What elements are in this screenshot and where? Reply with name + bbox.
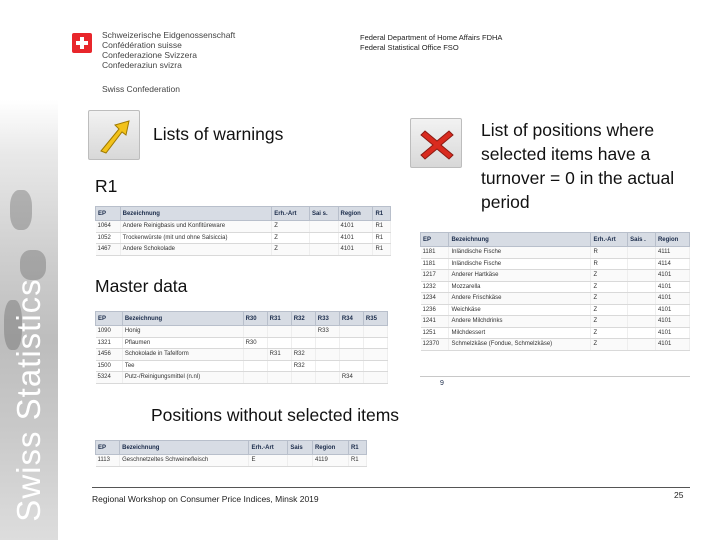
table-cell (363, 349, 387, 361)
table-cell: Andere Schokolade (120, 244, 272, 256)
table-cell: R32 (291, 360, 315, 372)
table-row (421, 327, 690, 339)
table-cell: Pflaumen (122, 337, 243, 349)
column-header: Bezeichnung (120, 207, 272, 221)
table-cell: Weichkäse (449, 304, 591, 316)
column-header: R1 (348, 441, 366, 455)
table-cell: 1181 (421, 247, 449, 259)
column-header: EP (96, 312, 123, 326)
table-cell: 1234 (421, 293, 449, 305)
column-header: Region (312, 441, 348, 455)
photo-figure (10, 190, 32, 230)
table-cell: 12370 (421, 339, 449, 351)
department-name: Federal Department of Home Affairs FDHA (360, 33, 503, 42)
table-cell (291, 326, 315, 338)
table-cell: R32 (291, 349, 315, 361)
table-cell: 4119 (312, 455, 348, 467)
table-cell (315, 337, 339, 349)
table-cell: Inländische Fische (449, 258, 591, 270)
table-cell: 1113 (96, 455, 120, 467)
table-cell (628, 316, 656, 328)
table-cell: 1321 (96, 337, 123, 349)
table-cell: Z (591, 304, 628, 316)
table-cell: 1241 (421, 316, 449, 328)
table-cell (288, 455, 313, 467)
table-cell: R31 (267, 349, 291, 361)
column-header: EP (96, 441, 120, 455)
table-cell: Schokolade in Tafelform (122, 349, 243, 361)
master-data-heading: Master data (95, 276, 188, 296)
table-cell: Schmelzkäse (Fondue, Schmelzkäse) (449, 339, 591, 351)
table-cell: 4101 (655, 327, 689, 339)
table-cell (363, 337, 387, 349)
confederation-line: Confederaziun svizra (102, 60, 182, 70)
table-cell (267, 360, 291, 372)
column-header: EP (421, 233, 449, 247)
table-row (96, 372, 388, 384)
table-row (421, 270, 690, 282)
table-cell: Z (591, 270, 628, 282)
table-cell (339, 360, 363, 372)
column-header: R33 (315, 312, 339, 326)
table-cell (339, 337, 363, 349)
table-cell (243, 360, 267, 372)
footer-divider (92, 487, 690, 488)
table-cell: 4101 (655, 316, 689, 328)
table-cell (628, 281, 656, 293)
table-cell: Andere Frischkäse (449, 293, 591, 305)
table-cell: 1217 (421, 270, 449, 282)
table-cell: E (249, 455, 288, 467)
table-row (96, 349, 388, 361)
column-header: R31 (267, 312, 291, 326)
table-cell: Z (591, 293, 628, 305)
table-cell (363, 360, 387, 372)
table-cell: R1 (373, 244, 391, 256)
positions-without-table (95, 440, 367, 467)
table-cell: Z (591, 281, 628, 293)
table-cell (628, 270, 656, 282)
table-cell (267, 326, 291, 338)
turnover-table (420, 232, 690, 351)
table-cell: R33 (315, 326, 339, 338)
table-cell: Putz-/Reinigungsmittel (n.nl) (122, 372, 243, 384)
table-cell: R1 (373, 232, 391, 244)
table-cell: 1500 (96, 360, 123, 372)
table-cell: 4101 (338, 221, 373, 233)
table-row (421, 293, 690, 305)
column-header: Bezeichnung (122, 312, 243, 326)
column-header: R32 (291, 312, 315, 326)
table-cell (315, 372, 339, 384)
column-header: Bezeichnung (120, 441, 249, 455)
table-row (96, 326, 388, 338)
office-name: Federal Statistical Office FSO (360, 43, 459, 52)
table-cell: 4111 (655, 247, 689, 259)
column-header: R1 (373, 207, 391, 221)
table-row (96, 221, 391, 233)
confederation-line: Schweizerische Eidgenossenschaft (102, 30, 236, 40)
column-header: Erh.-Art (249, 441, 288, 455)
table-row (421, 316, 690, 328)
table-cell: 4101 (655, 339, 689, 351)
table-cell: 1236 (421, 304, 449, 316)
table-cell: Milchdessert (449, 327, 591, 339)
positions-without-heading: Positions without selected items (151, 405, 400, 425)
column-header: EP (96, 207, 121, 221)
table-cell (339, 349, 363, 361)
table-cell: 4114 (655, 258, 689, 270)
table-cell (243, 372, 267, 384)
table-row (96, 337, 388, 349)
table-cell: Geschnetzeltes Schweinefleisch (120, 455, 249, 467)
table-row (96, 232, 391, 244)
table-cell (291, 337, 315, 349)
warning-arrow-icon (88, 110, 140, 160)
column-header: Region (655, 233, 689, 247)
table-cell: 1052 (96, 232, 121, 244)
table-cell (243, 349, 267, 361)
table-row (96, 244, 391, 256)
error-x-icon (410, 118, 462, 168)
table-cell: Z (591, 316, 628, 328)
column-header: Erh.-Art (272, 207, 310, 221)
photo-figure (20, 250, 46, 280)
table-row (421, 281, 690, 293)
table-cell: Z (272, 232, 310, 244)
table-cell (628, 293, 656, 305)
table-cell: 4101 (338, 232, 373, 244)
r1-heading: R1 (95, 176, 118, 196)
table-cell (291, 372, 315, 384)
table-cell: R30 (243, 337, 267, 349)
table-cell: 1467 (96, 244, 121, 256)
table-cell: R1 (348, 455, 366, 467)
table-row (96, 360, 388, 372)
table-cell: 1090 (96, 326, 123, 338)
table-cell: 1251 (421, 327, 449, 339)
table-cell: Trockenwürste (mit und ohne Salsiccia) (120, 232, 272, 244)
swiss-flag-icon (72, 33, 92, 53)
vertical-title-text: Swiss Statistics (10, 278, 47, 522)
confederation-line: Confederazione Svizzera (102, 50, 197, 60)
master-data-table (95, 311, 388, 384)
table-row (421, 304, 690, 316)
column-header: R35 (363, 312, 387, 326)
column-header: Sais (288, 441, 313, 455)
column-header: Sais . (628, 233, 656, 247)
table-cell: Z (272, 244, 310, 256)
table-cell: R34 (339, 372, 363, 384)
table-cell: 4101 (655, 270, 689, 282)
table-cell (628, 327, 656, 339)
table-cell: R1 (373, 221, 391, 233)
table-cell: R (591, 258, 628, 270)
lists-of-warnings-heading: Lists of warnings (153, 124, 284, 144)
table-cell: 4101 (655, 293, 689, 305)
footer-text: Regional Workshop on Consumer Price Indices, Minsk 2019 (92, 494, 319, 504)
row-count: 9 (420, 376, 690, 390)
table-cell: 1456 (96, 349, 123, 361)
table-cell: Anderer Hartkäse (449, 270, 591, 282)
table-cell: Inländische Fische (449, 247, 591, 259)
table-cell: R (591, 247, 628, 259)
swiss-confederation: Swiss Confederation (102, 84, 180, 94)
table-cell: Tee (122, 360, 243, 372)
department-block (360, 33, 502, 53)
table-cell: 4101 (338, 244, 373, 256)
table-cell: 5324 (96, 372, 123, 384)
table-cell: Z (591, 327, 628, 339)
column-header: Erh.-Art (591, 233, 628, 247)
table-cell: 4101 (655, 281, 689, 293)
table-cell (243, 326, 267, 338)
table-row (421, 247, 690, 259)
table-row (96, 455, 367, 467)
table-cell (363, 372, 387, 384)
column-header: Sai s. (309, 207, 338, 221)
table-cell: Andere Milchdrinks (449, 316, 591, 328)
table-cell (628, 247, 656, 259)
table-cell (309, 232, 338, 244)
table-cell (628, 304, 656, 316)
table-cell (363, 326, 387, 338)
table-row (421, 339, 690, 351)
column-header: Region (338, 207, 373, 221)
table-cell (309, 244, 338, 256)
table-cell: 4101 (655, 304, 689, 316)
column-header: R34 (339, 312, 363, 326)
table-cell: 1181 (421, 258, 449, 270)
table-cell: Honig (122, 326, 243, 338)
page-number: 25 (674, 490, 684, 500)
table-cell: Z (272, 221, 310, 233)
table-cell (628, 339, 656, 351)
table-cell (339, 326, 363, 338)
vertical-title (0, 278, 58, 522)
column-header: Bezeichnung (449, 233, 591, 247)
table-cell: 1232 (421, 281, 449, 293)
table-cell: 1064 (96, 221, 121, 233)
turnover-heading: List of positions where selected items have a turnover = 0 in the actual period (481, 120, 675, 212)
table-cell: Andere Reinigbasis und Konfitüreware (120, 221, 272, 233)
table-cell: Z (591, 339, 628, 351)
column-header: R30 (243, 312, 267, 326)
r1-table (95, 206, 391, 256)
confederation-block (102, 30, 235, 94)
table-row (421, 258, 690, 270)
table-cell (315, 360, 339, 372)
table-cell (267, 337, 291, 349)
table-cell (628, 258, 656, 270)
confederation-line: Confédération suisse (102, 40, 182, 50)
table-cell (309, 221, 338, 233)
table-cell (267, 372, 291, 384)
table-cell: Mozzarella (449, 281, 591, 293)
table-cell (315, 349, 339, 361)
